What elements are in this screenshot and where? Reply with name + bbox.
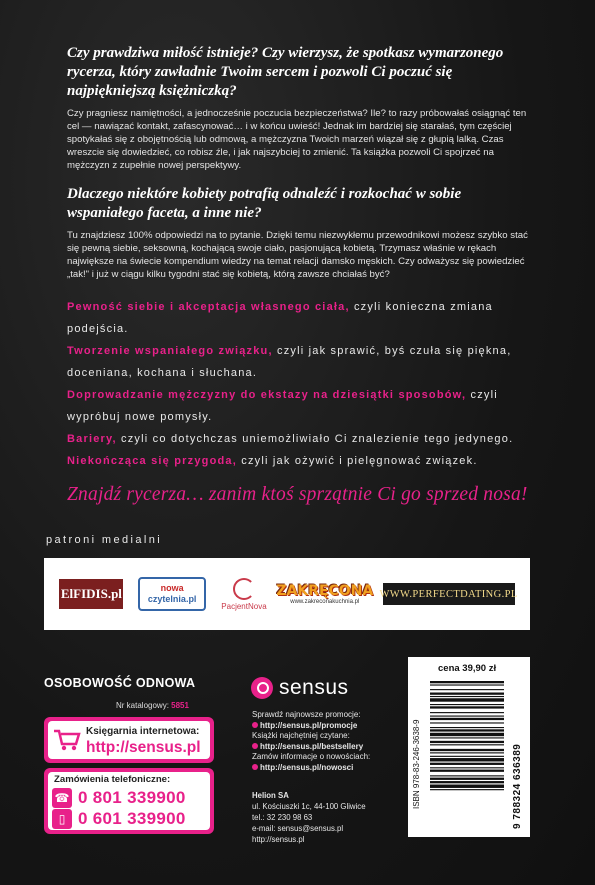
barcode-bar bbox=[430, 763, 504, 765]
second-paragraph: Tu znajdziesz 100% odpowiedzi na to pytanie. Dzięki temu niezwykłemu przewodnikowi możesz szybko stać się pewną siebie, seksowną, kochającą swoje ciało, pasjonującą kobietą. Trzymasz właśnie w rękach największe na świecie kompendium wiedzy na temat relacji damsko męskich. Czy odważysz się powiedzieć „tak!" i już w ciągu kilku tygodni stać się kobietą, którą zawsze chciałaś być? bbox=[67, 230, 528, 280]
barcode-bar bbox=[430, 718, 504, 720]
feature-rest: czyli konieczna zmiana podejścia. bbox=[67, 301, 493, 335]
pacjent-text: PacjentNova bbox=[221, 601, 267, 611]
patrons-band bbox=[44, 558, 530, 630]
promo-label: Sprawdź najnowsze promocje: bbox=[252, 710, 361, 719]
catalog-number bbox=[116, 701, 189, 710]
barcode-bar bbox=[430, 741, 504, 743]
second-heading: Dlaczego niektóre kobiety potrafią odnaleźć i rozkochać w sobie wspaniałego faceta, a inne nie? bbox=[67, 186, 462, 221]
sensus-links bbox=[252, 710, 370, 773]
phone-orders-col bbox=[52, 773, 210, 829]
phone-icon: ☎ bbox=[52, 788, 72, 808]
publisher-email: e-mail: sensus@sensus.pl bbox=[252, 824, 344, 833]
barcode-bar bbox=[430, 722, 504, 723]
intro-paragraph: Czy pragniesz namiętności, a jednocześnie poczucia bezpieczeństwa? Ile? to razy próbowałaś osiągnąć ten cel — nawiązać kontakt, zafascynować… i w końcu uwieść! Jednak im bardziej się starałaś, tym częściej spotykałaś się z obojętnością lub odmową, a mężczyzna Twoich marzeń wiązał się z głupią lalką. Czas wreszcie się dowiedzieć, co robisz źle, i jak najszybciej to zmienić. Ta książka pozwoli Ci spojrzeć na mężczyzn z zupełnie nowej perspektywy. bbox=[67, 108, 527, 171]
shop-text bbox=[86, 724, 201, 756]
best-label: Książki najchętniej czytane: bbox=[252, 731, 350, 740]
fish-logo bbox=[276, 575, 374, 613]
phone-orders-label: Zamówienia telefoniczne: bbox=[54, 774, 171, 785]
phone-orders-inner bbox=[48, 772, 210, 830]
barcode-bar bbox=[430, 752, 504, 753]
barcode-bar bbox=[430, 756, 504, 757]
elfidis-logo: ElFIDIS.pl bbox=[59, 579, 123, 609]
barcode-bar bbox=[430, 775, 504, 776]
catalog-value: 5851 bbox=[171, 701, 189, 710]
promo-link[interactable]: http://sensus.pl/promocje bbox=[260, 720, 358, 730]
barcode-bar bbox=[430, 770, 504, 772]
barcode-bar bbox=[430, 689, 504, 690]
phone-orders-box bbox=[44, 768, 214, 834]
barcode-bar bbox=[430, 778, 504, 780]
price-label: cena 39,90 zł bbox=[438, 663, 497, 674]
news-link[interactable]: http://sensus.pl/nowosci bbox=[260, 762, 354, 772]
sensus-logo-text: sensus bbox=[279, 676, 349, 699]
mobile-number[interactable]: 0 601 339900 bbox=[78, 809, 186, 828]
publisher-info bbox=[252, 790, 366, 845]
mobile-phone-icon: ▯ bbox=[52, 809, 72, 829]
barcode-bar bbox=[430, 758, 504, 761]
barcode-bar bbox=[430, 733, 504, 736]
swirl-icon bbox=[233, 578, 255, 600]
feature-item bbox=[67, 428, 539, 450]
pacjent-logo bbox=[221, 574, 267, 614]
feature-rest: czyli wypróbuj nowe pomysły. bbox=[67, 389, 498, 423]
barcode-bar bbox=[430, 698, 504, 701]
cart-icon bbox=[52, 725, 82, 755]
mobile-row bbox=[52, 809, 210, 829]
barcode-bar bbox=[430, 716, 504, 717]
landline-row bbox=[52, 788, 210, 808]
fish-logo-url: www.zakreconakuchnia.pl bbox=[290, 599, 360, 605]
series-logo bbox=[44, 676, 195, 690]
feature-rest: czyli jak ożywić i pielęgnować związek. bbox=[237, 455, 478, 467]
shop-label: Księgarnia internetowa: bbox=[86, 726, 200, 737]
back-cover-content bbox=[67, 44, 539, 506]
barcode-bar bbox=[430, 681, 504, 683]
publisher-address: ul. Kościuszki 1c, 44-100 Gliwice bbox=[252, 802, 366, 811]
feature-list bbox=[67, 296, 539, 472]
sensus-logo bbox=[251, 676, 349, 700]
isbn-text: ISBN 978-83-246-3638-9 bbox=[412, 719, 421, 809]
feature-item bbox=[67, 384, 539, 428]
bullet-icon bbox=[252, 764, 258, 770]
feature-rest: czyli jak sprawić, byś czuła się piękna, doceniana, kochana i słuchana. bbox=[67, 345, 512, 379]
news-link-row bbox=[252, 763, 370, 774]
shop-box[interactable] bbox=[44, 717, 214, 763]
barcode-bar bbox=[430, 767, 504, 768]
landline-number[interactable]: 0 801 339900 bbox=[78, 788, 186, 807]
shop-box-inner bbox=[48, 721, 210, 759]
sensus-logo-icon bbox=[251, 677, 273, 699]
bullet-icon bbox=[252, 743, 258, 749]
barcode-bar bbox=[430, 706, 504, 708]
feature-highlight: Pewność siebie i akceptacja własnego ciała, bbox=[67, 301, 350, 313]
barcode-bar bbox=[430, 712, 504, 713]
cart-icon-svg bbox=[53, 728, 81, 752]
barcode-bar bbox=[430, 727, 504, 728]
best-link[interactable]: http://sensus.pl/bestsellery bbox=[260, 741, 364, 751]
feature-rest: czyli co dotychczas uniemożliwiało Ci znalezienie tego jedynego. bbox=[116, 433, 514, 445]
barcode-bar bbox=[430, 684, 504, 685]
feature-highlight: Niekończąca się przygoda, bbox=[67, 455, 237, 467]
barcode-bar bbox=[430, 737, 504, 738]
barcode-bar bbox=[430, 729, 504, 731]
news-label: Zamów informacje o nowościach: bbox=[252, 752, 371, 761]
ean-digits: 9 788324 636389 bbox=[512, 743, 523, 829]
publisher-web[interactable]: http://sensus.pl bbox=[252, 835, 305, 844]
catalog-label: Nr katalogowy: bbox=[116, 701, 169, 710]
feature-highlight: Bariery, bbox=[67, 433, 117, 445]
feature-item bbox=[67, 296, 539, 340]
barcode-box bbox=[408, 657, 530, 837]
czytelnia-text: czytelnia.pl bbox=[147, 594, 197, 604]
barcode-bar bbox=[430, 696, 504, 697]
best-link-row bbox=[252, 742, 370, 753]
slogan: Znajdź rycerza… zanim ktoś sprzątnie Ci go sprzed nosa! bbox=[67, 484, 528, 505]
barcode-bar bbox=[430, 693, 504, 695]
publisher-name: Helion SA bbox=[252, 791, 289, 800]
nowa-text: nowa bbox=[160, 583, 184, 593]
barcode bbox=[430, 679, 508, 829]
series-logo-text: OSOBOWOŚĆ ODNOWA bbox=[44, 676, 196, 690]
feature-item bbox=[67, 340, 539, 384]
feature-item bbox=[67, 450, 539, 472]
fish-logo-title: ZAKRĘCONA bbox=[276, 583, 374, 599]
perfect-dating-logo: WWW.PERFECTDATING.PL bbox=[383, 583, 515, 605]
promo-link-row bbox=[252, 721, 370, 732]
feature-highlight: Tworzenie wspaniałego związku, bbox=[67, 345, 273, 357]
nowa-czytelnia-logo bbox=[138, 577, 206, 611]
barcode-bar bbox=[430, 749, 504, 751]
barcode-bar bbox=[430, 785, 504, 788]
intro-heading: Czy prawdziwa miłość istnieje? Czy wierzysz, że spotkasz wymarzonego rycerza, który zawładnie Twoim sercem i pozwoli Ci poczuć się najpiękniejszą księżniczką? bbox=[67, 45, 504, 99]
publisher-tel: tel.: 32 230 98 63 bbox=[252, 813, 313, 822]
shop-url[interactable]: http://sensus.pl bbox=[86, 739, 201, 756]
patrons-label: patroni medialni bbox=[46, 534, 163, 546]
bullet-icon bbox=[252, 722, 258, 728]
barcode-bar bbox=[430, 781, 504, 783]
barcode-bar bbox=[430, 789, 504, 790]
barcode-bar bbox=[430, 744, 504, 745]
barcode-bar bbox=[430, 704, 504, 705]
feature-highlight: Doprowadzanie mężczyzny do ekstazy na dziesiątki sposobów, bbox=[67, 389, 467, 401]
